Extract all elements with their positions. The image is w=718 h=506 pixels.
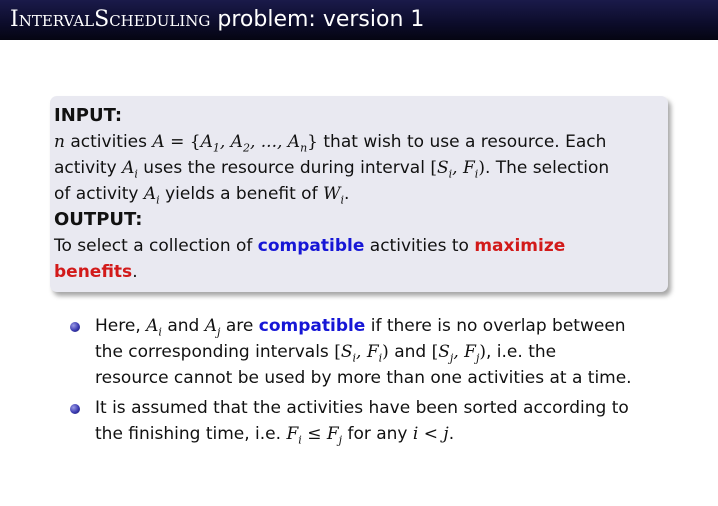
output-line-2 xyxy=(54,259,664,285)
input-text: yields a benefit of xyxy=(159,184,323,204)
input-text: activities xyxy=(64,132,153,152)
bullet-text: the corresponding intervals xyxy=(95,342,335,362)
keyword-maximize: maximize xyxy=(474,236,566,256)
input-text: . xyxy=(343,184,350,204)
bullet-icon xyxy=(70,404,80,414)
bullet-line: resource cannot be used by more than one activities at a time. xyxy=(95,368,632,388)
math-interval-i: [$S_i$, $F_i$) xyxy=(334,342,389,365)
output-text: activities to xyxy=(364,236,475,256)
input-text: of activity xyxy=(54,184,144,204)
output-text: . xyxy=(132,262,138,282)
input-line-3 xyxy=(54,181,664,207)
bullet-line: It is assumed that the activities have been sorted according to xyxy=(95,398,629,418)
bullet-item-compatibility xyxy=(66,313,686,391)
input-text: that wish to use a resource. Each xyxy=(317,132,607,152)
bullet-icon xyxy=(70,322,80,332)
bullet-text: for any xyxy=(342,424,413,444)
math-activity-set: $A = \{A_1$, $A_2$, ..., $A_n$} xyxy=(152,132,318,155)
slide-title xyxy=(0,0,718,40)
math-ai: $A_i$ xyxy=(143,184,160,207)
bullet-line xyxy=(95,313,686,339)
bullet-text: , i.e. the xyxy=(486,342,557,362)
bullet-line xyxy=(95,421,686,447)
math-interval-j: [$S_j$, $F_j$) xyxy=(431,342,486,365)
math-ai: $A_i$ xyxy=(122,158,138,181)
bullet-text: Here, xyxy=(95,316,147,336)
bullet-line xyxy=(95,339,686,365)
math-wi: $W_i$ xyxy=(322,184,344,207)
output-line-1 xyxy=(54,233,664,259)
keyword-benefits: benefits xyxy=(54,262,133,282)
slide-title-rest: problem: version 1 xyxy=(210,7,425,32)
input-text: uses the resource during interval xyxy=(137,158,431,178)
math-interval: [$S_i$, $F_i$) xyxy=(430,158,485,181)
output-heading: OUTPUT: xyxy=(54,209,143,230)
bullet-text: and xyxy=(161,316,205,336)
bullet-list xyxy=(66,313,686,451)
math-ai: $A_i$ xyxy=(146,316,162,339)
math-aj: $A_j$ xyxy=(204,316,221,339)
keyword-compatible: compatible xyxy=(258,316,366,336)
math-i-lt-j: i < j xyxy=(412,424,449,444)
problem-definition-block xyxy=(50,96,668,292)
math-fi-le-fj: $F_i \le F_j$ xyxy=(286,424,343,447)
output-text: To select a collection of xyxy=(54,236,258,256)
input-heading: INPUT: xyxy=(54,105,123,126)
bullet-text: . xyxy=(448,424,455,444)
bullet-text: if there is no overlap between xyxy=(365,316,626,336)
bullet-item-sorted xyxy=(66,395,686,447)
input-text: activity xyxy=(54,158,123,178)
input-line-2 xyxy=(54,155,664,181)
slide-title-smallcaps: IntervalScheduling xyxy=(10,7,211,32)
input-text: . The selection xyxy=(484,158,610,178)
math-n: n xyxy=(54,132,65,152)
bullet-text: are xyxy=(220,316,259,336)
bullet-text: the finishing time, i.e. xyxy=(95,424,287,444)
bullet-text: and xyxy=(388,342,432,362)
input-line-1 xyxy=(54,129,664,155)
keyword-compatible: compatible xyxy=(257,236,365,256)
